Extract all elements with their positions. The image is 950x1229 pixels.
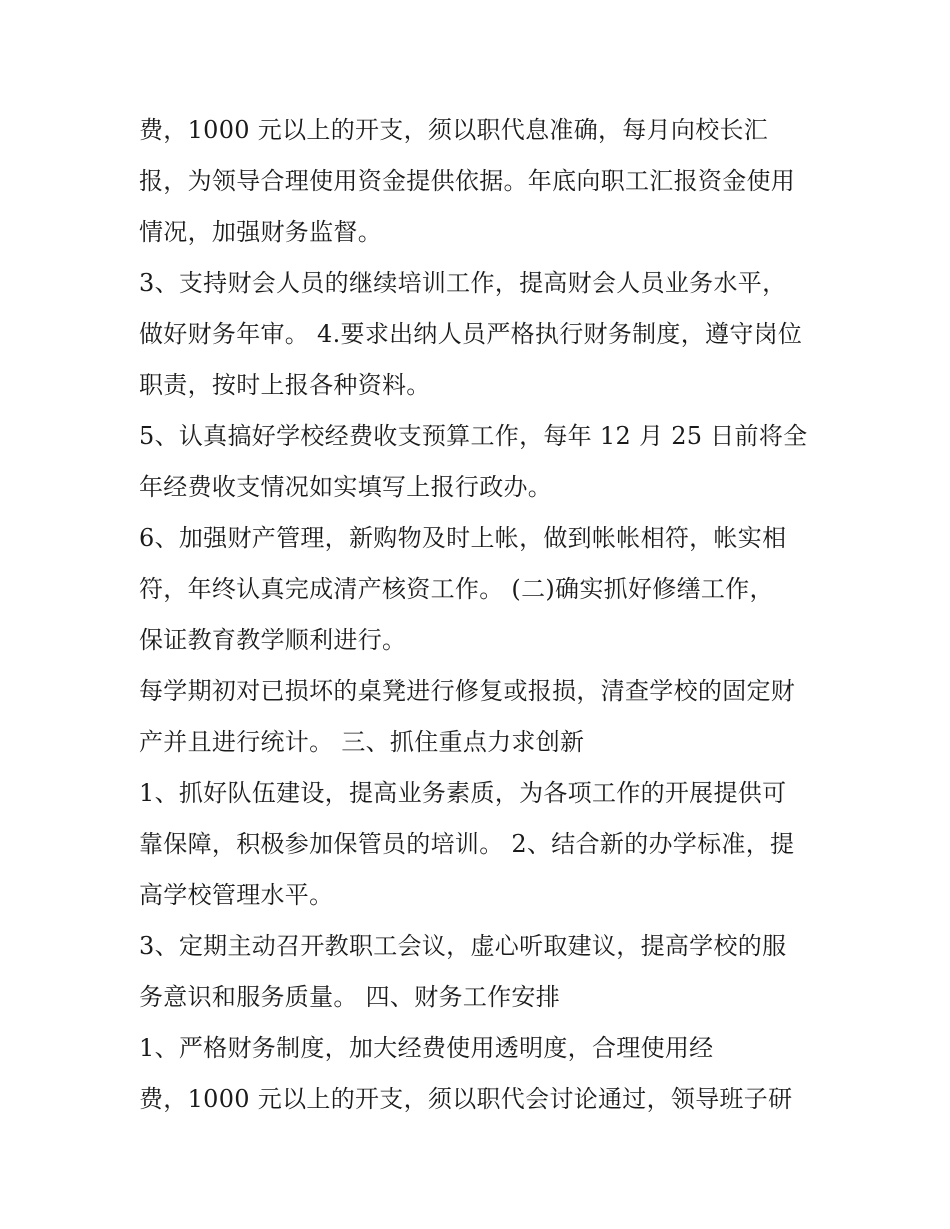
text-line: 6、加强财产管理，新购物及时上帐，做到帐帐相符，帐实相 (139, 524, 787, 552)
text-line: 做好财务年审。 4.要求出纳人员严格执行财务制度，遵守岗位 (139, 320, 803, 348)
text-line: 情况，加强财务监督。 (139, 218, 382, 246)
document-body (139, 110, 829, 1130)
text-line: 5、认真搞好学校经费收支预算工作，每年 12 月 25 日前将全 (139, 422, 808, 450)
text-line: 费，1000 元以上的开支，须以职代会讨论通过，领导班子研 (139, 1085, 793, 1113)
text-line: 年经费收支情况如实填写上报行政办。 (139, 473, 553, 501)
text-line: 高学校管理水平。 (139, 881, 334, 909)
text-line: 报，为领导合理使用资金提供依据。年底向职工汇报资金使用 (139, 167, 796, 195)
text-line: 职责，按时上报各种资料。 (139, 371, 431, 399)
text-line: 费，1000 元以上的开支，须以职代息准确，每月向校长汇 (139, 116, 769, 144)
text-line: 每学期初对已损坏的桌凳进行修复或报损，清查学校的固定财 (139, 677, 796, 705)
text-line: 务意识和服务质量。 四、财务工作安排 (139, 983, 561, 1011)
text-line: 3、定期主动召开教职工会议，虚心听取建议，提高学校的服 (139, 932, 787, 960)
text-line: 3、支持财会人员的继续培训工作，提高财会人员业务水平， (139, 269, 787, 297)
text-line: 保证教育教学顺利进行。 (139, 626, 407, 654)
text-line: 1、抓好队伍建设，提高业务素质，为各项工作的开展提供可 (139, 779, 787, 807)
text-line: 符，年终认真完成清产核资工作。 (二)确实抓好修缮工作， (139, 575, 774, 603)
text-line: 靠保障，积极参加保管员的培训。 2、结合新的办学标准，提 (139, 830, 795, 858)
text-line: 1、严格财务制度，加大经费使用透明度，合理使用经 (139, 1034, 714, 1062)
text-line: 产并且进行统计。 三、抓住重点力求创新 (139, 728, 585, 756)
